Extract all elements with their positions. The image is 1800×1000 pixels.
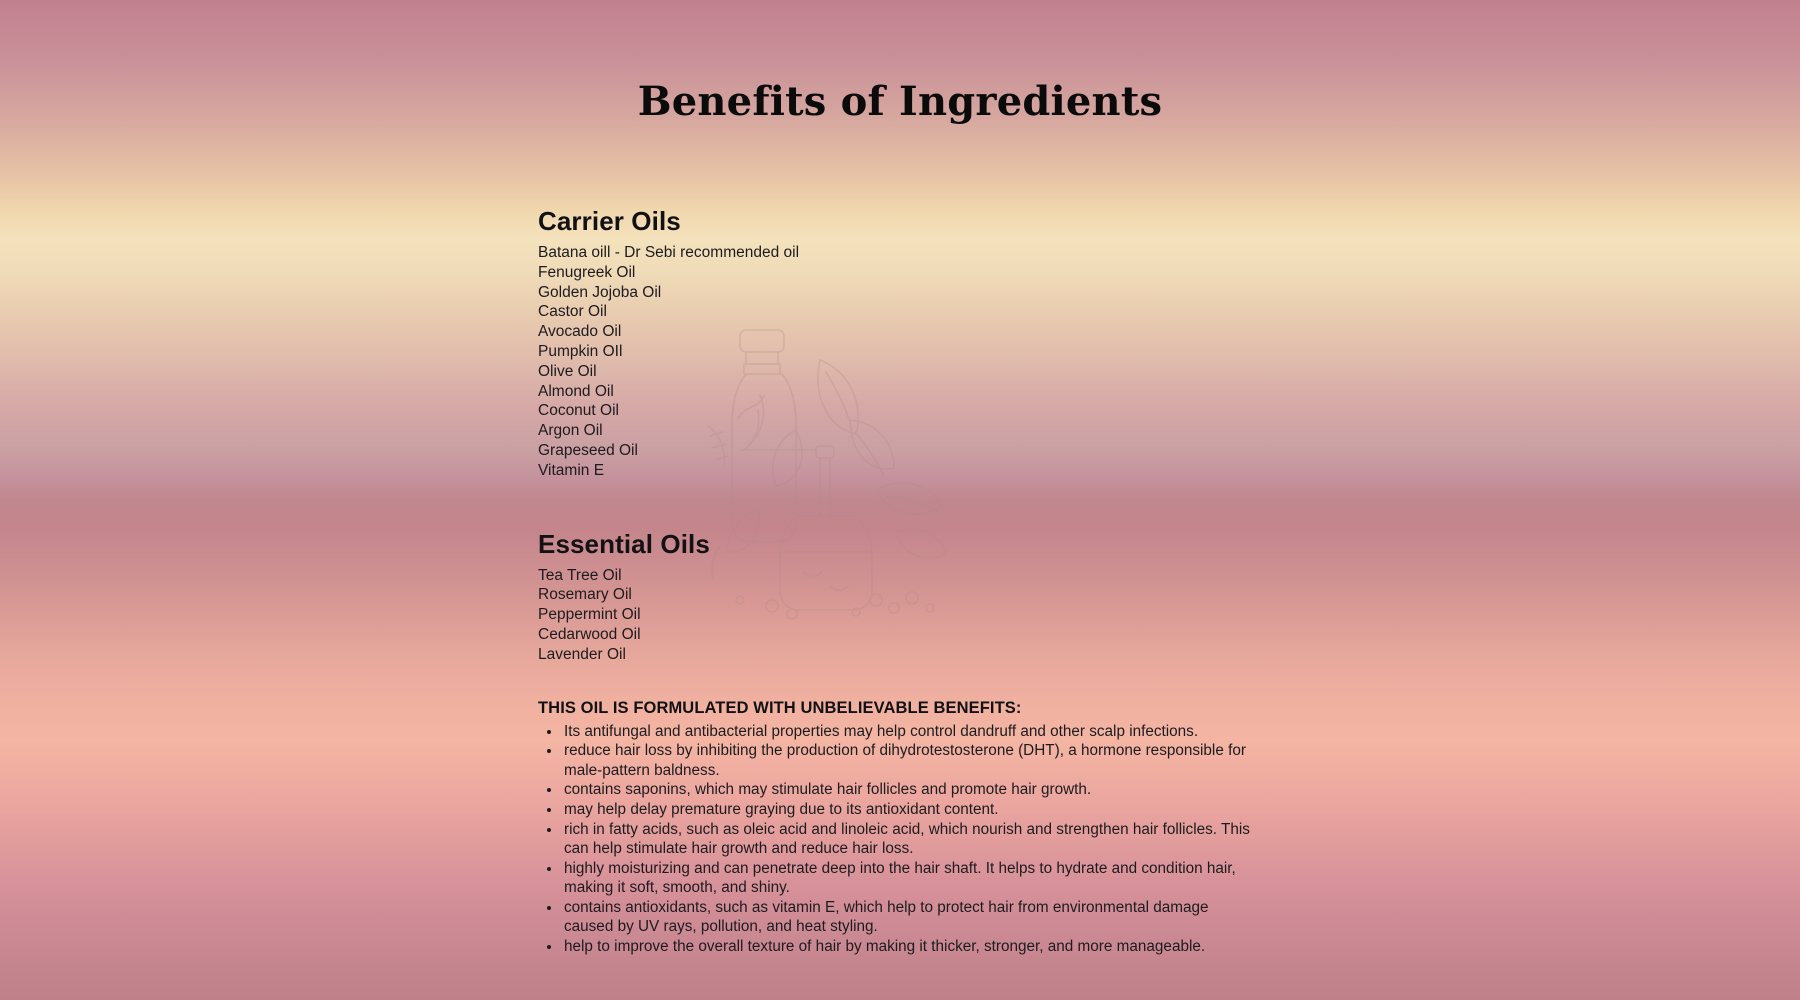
list-item: • rich in fatty acids, such as oleic acid and linoleic acid, which nourish and strengthen hair follicles. This can help stimulate hair growth and reduce hair loss. xyxy=(562,820,1258,859)
list-item: Tea Tree Oil xyxy=(538,566,622,584)
list-item: Almond Oil xyxy=(538,382,614,400)
section-heading-essential-oils: Essential Oils xyxy=(538,528,710,559)
list-item: • Its antifungal and antibacterial properties may help control dandruff and other scalp infections. xyxy=(562,722,1258,742)
benefits-list xyxy=(538,722,1258,957)
essential-oils-list xyxy=(538,566,1258,665)
list-item: • help to improve the overall texture of hair by making it thicker, stronger, and more manageable. xyxy=(562,937,1258,957)
list-item: Cedarwood Oil xyxy=(538,625,641,643)
benefits-heading: THIS OIL IS FORMULATED WITH UNBELIEVABLE BENEFITS: xyxy=(538,698,1022,717)
list-item: Lavender Oil xyxy=(538,645,626,663)
list-item: Batana oill - Dr Sebi recommended oil xyxy=(538,244,800,261)
carrier-oils-list xyxy=(538,243,1258,481)
list-item: • contains saponins, which may stimulate hair follicles and promote hair growth. xyxy=(562,780,1258,800)
page-title: Benefits of Ingredients xyxy=(637,78,1163,125)
section-heading-carrier-oils: Carrier Oils xyxy=(538,206,681,236)
list-item: Vitamin E xyxy=(538,461,605,479)
list-item: Fenugreek Oil xyxy=(538,263,636,281)
list-item: Golden Jojoba Oil xyxy=(538,283,662,301)
list-item: Pumpkin OIl xyxy=(538,342,623,360)
list-item: • contains antioxidants, such as vitamin E, which help to protect hair from environmental damage caused by UV rays, pollution, and heat styling. xyxy=(562,898,1258,937)
list-item: Peppermint Oil xyxy=(538,606,641,624)
list-item: Grapeseed Oil xyxy=(538,441,638,459)
benefits-spacer xyxy=(538,665,1258,699)
list-item: Olive Oil xyxy=(538,362,597,380)
section-spacer xyxy=(538,481,1258,529)
list-item: • reduce hair loss by inhibiting the production of dihydrotestosterone (DHT), a hormone responsible for male-pattern baldness. xyxy=(562,741,1258,780)
list-item: • highly moisturizing and can penetrate deep into the hair shaft. It helps to hydrate and condition hair, making it soft, smooth, and shiny. xyxy=(562,859,1258,898)
list-item: Rosemary Oil xyxy=(538,586,632,604)
list-item: Coconut Oil xyxy=(538,402,619,420)
list-item: • may help delay premature graying due to its antioxidant content. xyxy=(562,800,1258,820)
content-body xyxy=(538,206,1258,957)
list-item: Castor Oil xyxy=(538,303,607,321)
list-item: Argon Oil xyxy=(538,422,603,440)
list-item: Avocado Oil xyxy=(538,323,622,341)
